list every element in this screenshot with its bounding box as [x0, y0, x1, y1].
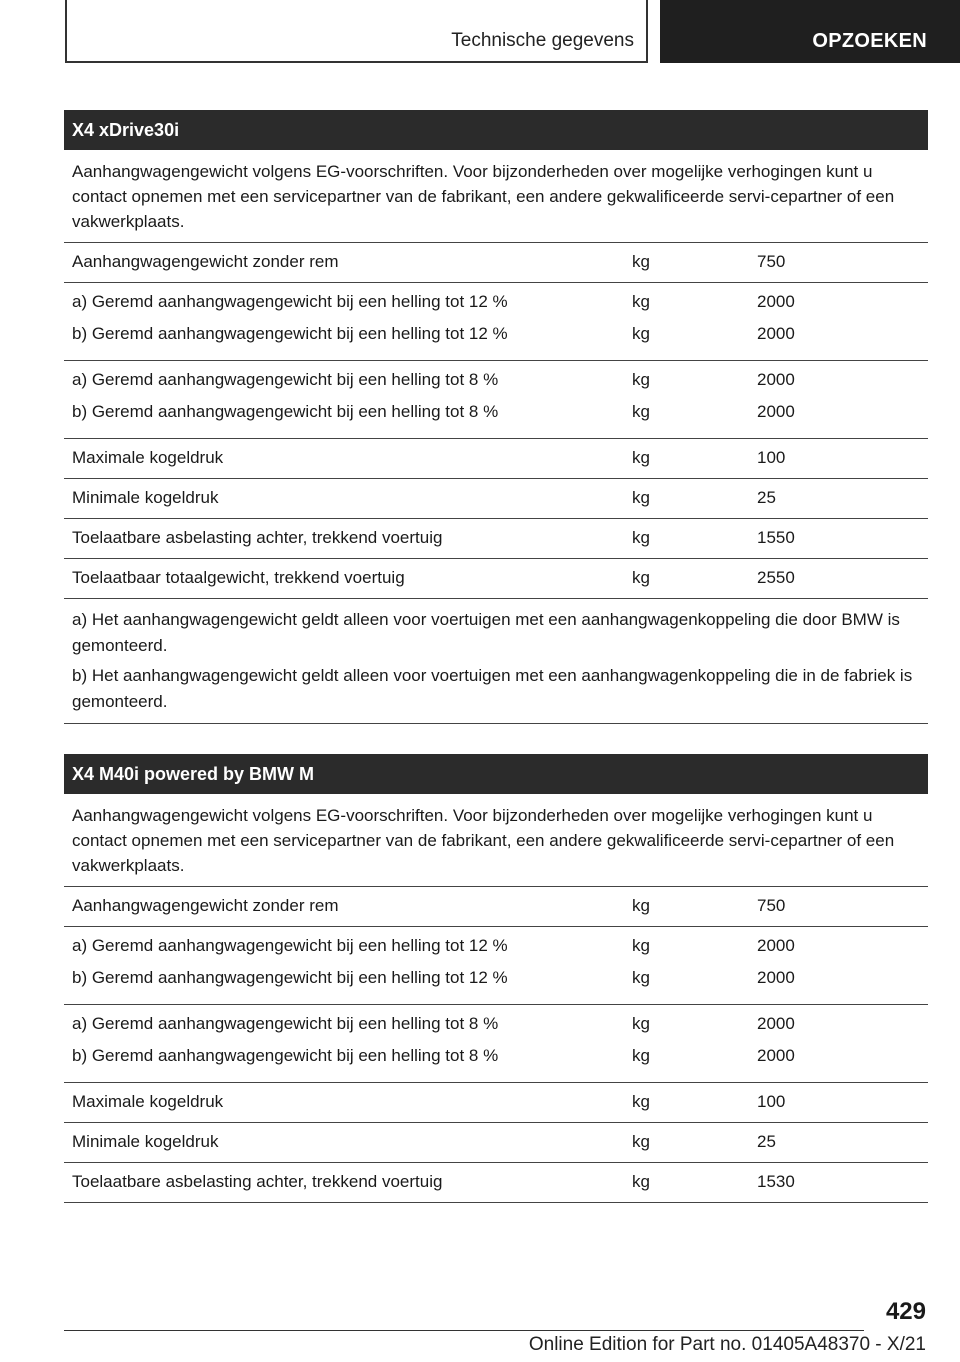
spec-value: 750	[757, 252, 786, 271]
spec-label: Toelaatbaar totaalgewicht, trekkend voertuig	[72, 568, 405, 587]
spec-unit: kg	[632, 324, 650, 343]
spec-line	[64, 289, 928, 321]
spec-line	[64, 367, 928, 399]
table-row	[64, 519, 928, 559]
spec-line	[64, 399, 928, 431]
spec-label: a) Geremd aanhangwagengewicht bij een helling tot 8 %	[72, 1014, 499, 1033]
spec-unit: kg	[632, 1132, 650, 1151]
spec-value: 2000	[757, 324, 795, 343]
spec-line	[64, 1169, 928, 1195]
spec-unit: kg	[632, 936, 650, 955]
spec-unit: kg	[632, 896, 650, 915]
spec-unit: kg	[632, 402, 650, 421]
section-label: Technische gegevens	[451, 30, 634, 51]
spec-value: 2000	[757, 1014, 795, 1033]
spec-label: Maximale kogeldruk	[72, 1092, 224, 1111]
spec-value: 2000	[757, 402, 795, 421]
spec-unit: kg	[632, 1172, 650, 1191]
spec-line	[64, 565, 928, 591]
spec-unit: kg	[632, 1092, 650, 1111]
spec-label: Toelaatbare asbelasting achter, trekkend voertuig	[72, 1172, 443, 1191]
spec-unit: kg	[632, 370, 650, 389]
page-number: 429	[885, 1298, 926, 1325]
footer-divider	[64, 1330, 864, 1331]
table-row	[64, 887, 928, 927]
spec-line	[64, 965, 928, 997]
spec-unit: kg	[632, 568, 650, 587]
lookup-nav-tab[interactable]	[660, 0, 960, 63]
section-title: X4 xDrive30i	[64, 110, 928, 150]
spec-value: 2000	[757, 292, 795, 311]
spec-line	[64, 1129, 928, 1155]
table-row	[64, 1083, 928, 1123]
spec-unit: kg	[632, 292, 650, 311]
spec-value: 2550	[757, 568, 795, 587]
spec-value: 2000	[757, 968, 795, 987]
section-intro: Aanhangwagengewicht volgens EG-voorschriften. Voor bijzonderheden over mogelijke verhogingen kunt u contact opnemen met een servicepartner van de fabrikant, een andere gekwalificeerde servi-cepartner of een vakwerkplaats.	[64, 794, 928, 887]
spec-line	[64, 1011, 928, 1043]
spec-unit: kg	[632, 488, 650, 507]
spec-label: Maximale kogeldruk	[72, 448, 224, 467]
footnote: b) Het aanhangwagengewicht geldt alleen voor voertuigen met een aanhangwagenkoppeling die in de fabriek is gemonteerd.	[72, 666, 913, 711]
spec-label: a) Geremd aanhangwagengewicht bij een helling tot 12 %	[72, 936, 508, 955]
spec-label: Minimale kogeldruk	[72, 488, 219, 507]
table-row	[64, 283, 928, 361]
table-row	[64, 361, 928, 439]
spec-line	[64, 485, 928, 511]
spec-value: 2000	[757, 370, 795, 389]
spec-value: 25	[757, 488, 776, 507]
footnote: a) Het aanhangwagengewicht geldt alleen voor voertuigen met een aanhangwagenkoppeling die door BMW is gemonteerd.	[72, 610, 900, 655]
table-row	[64, 243, 928, 283]
spec-value: 100	[757, 448, 786, 467]
spec-label: b) Geremd aanhangwagengewicht bij een helling tot 12 %	[72, 324, 508, 343]
spec-line	[64, 1089, 928, 1115]
spec-unit: kg	[632, 1046, 650, 1065]
spec-value: 1530	[757, 1172, 795, 1191]
footer-edition: Online Edition for Part no. 01405A48370 - X/21	[528, 1334, 926, 1355]
spec-line	[64, 445, 928, 471]
spec-unit: kg	[632, 1014, 650, 1033]
spec-label: Toelaatbare asbelasting achter, trekkend voertuig	[72, 528, 443, 547]
spec-label: a) Geremd aanhangwagengewicht bij een helling tot 8 %	[72, 370, 499, 389]
table-row	[64, 559, 928, 599]
spec-label: b) Geremd aanhangwagengewicht bij een helling tot 12 %	[72, 968, 508, 987]
content-area	[64, 110, 928, 1233]
spec-label: a) Geremd aanhangwagengewicht bij een helling tot 12 %	[72, 292, 508, 311]
section-intro: Aanhangwagengewicht volgens EG-voorschriften. Voor bijzonderheden over mogelijke verhogingen kunt u contact opnemen met een servicepartner van de fabrikant, een andere gekwalificeerde servi-cepartner of een vakwerkplaats.	[64, 150, 928, 243]
section-footnotes	[64, 599, 928, 724]
spec-label: Aanhangwagengewicht zonder rem	[72, 252, 339, 271]
spec-unit: kg	[632, 448, 650, 467]
spec-label: Minimale kogeldruk	[72, 1132, 219, 1151]
spec-section	[64, 110, 928, 724]
spec-line	[64, 249, 928, 275]
spec-value: 1550	[757, 528, 795, 547]
spec-line	[64, 1043, 928, 1075]
section-header-tab	[65, 0, 648, 63]
spec-section	[64, 754, 928, 1203]
section-title: X4 M40i powered by BMW M	[64, 754, 928, 794]
table-row	[64, 1123, 928, 1163]
spec-label: Aanhangwagengewicht zonder rem	[72, 896, 339, 915]
table-row	[64, 927, 928, 1005]
spec-value: 100	[757, 1092, 786, 1111]
table-row	[64, 1005, 928, 1083]
table-row	[64, 1163, 928, 1203]
spec-unit: kg	[632, 968, 650, 987]
spec-line	[64, 933, 928, 965]
spec-line	[64, 525, 928, 551]
spec-unit: kg	[632, 252, 650, 271]
spec-label: b) Geremd aanhangwagengewicht bij een helling tot 8 %	[72, 1046, 499, 1065]
spec-value: 2000	[757, 1046, 795, 1065]
spec-value: 750	[757, 896, 786, 915]
spec-unit: kg	[632, 528, 650, 547]
table-row	[64, 479, 928, 519]
spec-line	[64, 321, 928, 353]
spec-value: 25	[757, 1132, 776, 1151]
spec-value: 2000	[757, 936, 795, 955]
table-row	[64, 439, 928, 479]
lookup-nav-label[interactable]: OPZOEKEN	[812, 30, 927, 52]
spec-line	[64, 893, 928, 919]
spec-label: b) Geremd aanhangwagengewicht bij een helling tot 8 %	[72, 402, 499, 421]
